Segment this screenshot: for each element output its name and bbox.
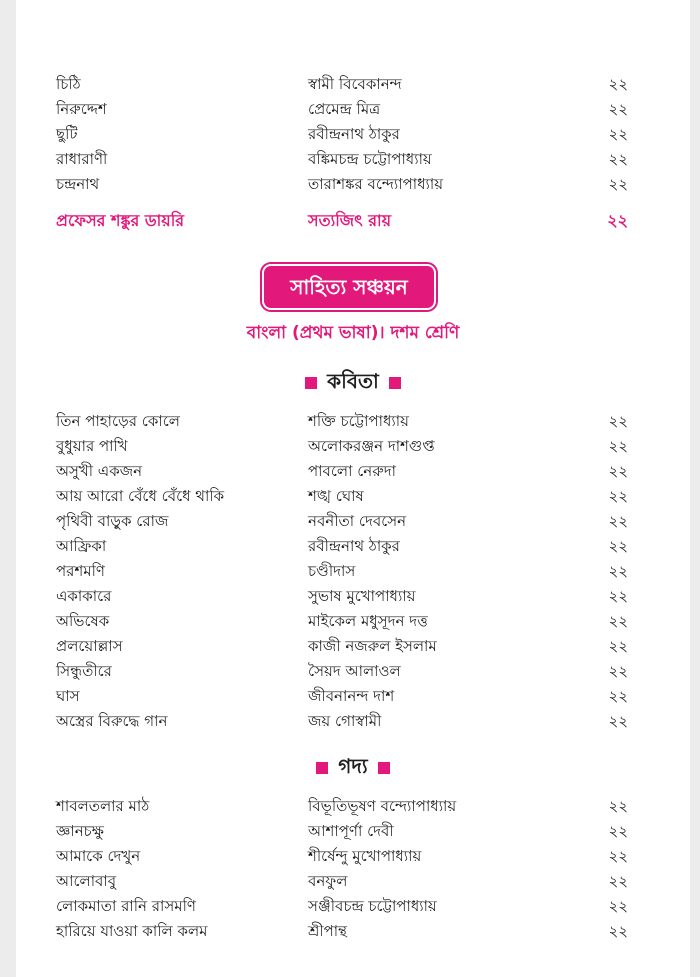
toc-page: ২২	[608, 922, 628, 940]
toc-author: কাজী নজরুল ইসলাম	[308, 637, 437, 655]
toc-title: চিঠি	[56, 75, 81, 93]
toc-row	[16, 172, 690, 197]
toc-page: ২২	[608, 712, 628, 730]
toc-page: ২২	[608, 822, 628, 840]
square-bullet-icon	[389, 377, 401, 389]
toc-page: ২২	[608, 462, 628, 480]
toc-page: ২২	[608, 897, 628, 915]
toc-author: নবনীতা দেবসেন	[308, 512, 407, 530]
toc-page: ২২	[608, 100, 628, 118]
toc-title: অস্ত্রের বিরুদ্ধে গান	[56, 712, 168, 730]
toc-author: শঙ্খ ঘোষ	[308, 487, 364, 505]
book-page	[16, 0, 690, 977]
toc-page: ২২	[608, 587, 628, 605]
toc-row	[16, 819, 690, 844]
toc-title: প্রফেসর শঙ্কুর ডায়রি	[56, 211, 185, 230]
toc-title: আমাকে দেখুন	[56, 847, 141, 865]
toc-page: ২২	[608, 562, 628, 580]
toc-title: অভিষেক	[56, 612, 110, 630]
toc-row	[16, 97, 690, 122]
toc-author: তারাশঙ্কর বন্দ্যোপাধ্যায়	[308, 175, 444, 193]
toc-page: ২২	[608, 637, 628, 655]
toc-title: প্রলয়োল্লাস	[56, 637, 123, 655]
toc-page: ২২	[608, 537, 628, 555]
toc-title: রাধারাণী	[56, 150, 108, 168]
toc-page: ২২	[608, 872, 628, 890]
toc-author: চণ্ডীদাস	[308, 562, 356, 580]
toc-author: জীবনানন্দ দাশ	[308, 687, 395, 705]
toc-row	[16, 894, 690, 919]
toc-title: তিন পাহাড়ের কোলে	[56, 412, 180, 430]
square-bullet-icon	[305, 377, 317, 389]
toc-title: পৃথিবী বাড়ুক রোজ	[56, 512, 169, 530]
toc-row-highlighted	[16, 208, 690, 233]
toc-title: পরশমণি	[56, 562, 105, 580]
toc-author: জয় গোস্বামী	[308, 712, 382, 730]
toc-page: ২২	[608, 662, 628, 680]
toc-title: একাকারে	[56, 587, 112, 605]
toc-author: রবীন্দ্রনাথ ঠাকুর	[308, 537, 400, 555]
toc-title: আফ্রিকা	[56, 537, 107, 555]
section-heading-label: কবিতা	[327, 368, 379, 393]
toc-page: ২২	[608, 612, 628, 630]
toc-row	[16, 147, 690, 172]
toc-author: শক্তি চট্টোপাধ্যায়	[308, 412, 409, 430]
toc-author: বঙ্কিমচন্দ্র চট্টোপাধ্যায়	[308, 150, 432, 168]
toc-row	[16, 869, 690, 894]
book-subtitle: বাংলা (প্রথম ভাষা)। দশম শ্রেণি	[246, 323, 460, 343]
toc-title: নিরুদ্দেশ	[56, 100, 107, 118]
toc-author: সঞ্জীবচন্দ্র চট্টোপাধ্যায়	[308, 897, 437, 915]
toc-row	[16, 434, 690, 459]
toc-title: অসুখী একজন	[56, 462, 143, 480]
toc-title: সিন্ধুতীরে	[56, 662, 112, 680]
toc-title: ছুটি	[56, 125, 78, 143]
toc-page: ২২	[608, 175, 628, 193]
toc-row	[16, 72, 690, 97]
toc-author: বনফুল	[308, 872, 348, 890]
toc-page: ২২	[608, 687, 628, 705]
book-title-banner: সাহিত্য সঞ্চয়ন	[264, 266, 434, 308]
toc-row	[16, 844, 690, 869]
toc-page: ২২	[608, 412, 628, 430]
toc-row	[16, 459, 690, 484]
toc-author: সুভাষ মুখোপাধ্যায়	[308, 587, 416, 605]
toc-author: সত্যজিৎ রায়	[308, 211, 392, 230]
toc-author: রবীন্দ্রনাথ ঠাকুর	[308, 125, 400, 143]
toc-row	[16, 919, 690, 944]
toc-author: পাবলো নেরুদা	[308, 462, 396, 480]
section-heading-prose	[16, 752, 690, 784]
toc-title: বুধুয়ার পাখি	[56, 437, 128, 455]
toc-row	[16, 509, 690, 534]
section-heading-label: গদ্য	[338, 753, 368, 778]
toc-page: ২২	[607, 211, 628, 230]
section-heading-poems	[16, 367, 690, 399]
toc-title: আয় আরো বেঁধে বেঁধে থাকি	[56, 487, 225, 505]
toc-page: ২২	[608, 797, 628, 815]
toc-author: মাইকেল মধুসূদন দত্ত	[308, 612, 428, 630]
toc-row	[16, 409, 690, 434]
square-bullet-icon	[316, 762, 328, 774]
toc-author: শীর্ষেন্দু মুখোপাধ্যায়	[308, 847, 422, 865]
toc-author: স্বামী বিবেকানন্দ	[308, 75, 402, 93]
toc-row	[16, 122, 690, 147]
square-bullet-icon	[378, 762, 390, 774]
toc-title: আলোবাবু	[56, 872, 117, 890]
toc-row	[16, 534, 690, 559]
toc-page: ২২	[608, 512, 628, 530]
toc-author: প্রেমেন্দ্র মিত্র	[308, 100, 381, 118]
toc-row	[16, 484, 690, 509]
toc-title: হারিয়ে যাওয়া কালি কলম	[56, 922, 208, 940]
toc-title: ঘাস	[56, 687, 80, 705]
toc-row	[16, 709, 690, 734]
toc-page: ২২	[608, 125, 628, 143]
toc-row	[16, 794, 690, 819]
toc-title: শাবলতলার মাঠ	[56, 797, 150, 815]
toc-author: বিভূতিভূষণ বন্দ্যোপাধ্যায়	[308, 797, 457, 815]
toc-page: ২২	[608, 437, 628, 455]
toc-page: ২২	[608, 150, 628, 168]
toc-row	[16, 634, 690, 659]
toc-author: শ্রীপান্থ	[308, 922, 347, 940]
toc-title: চন্দ্রনাথ	[56, 175, 100, 193]
toc-row	[16, 584, 690, 609]
toc-row	[16, 659, 690, 684]
toc-page: ২২	[608, 487, 628, 505]
toc-title: জ্ঞানচক্ষু	[56, 822, 104, 840]
toc-author: সৈয়দ আলাওল	[308, 662, 401, 680]
toc-row	[16, 684, 690, 709]
toc-title: লোকমাতা রানি রাসমণি	[56, 897, 196, 915]
toc-page: ২২	[608, 847, 628, 865]
toc-row	[16, 559, 690, 584]
toc-author: আশাপূর্ণা দেবী	[308, 822, 394, 840]
toc-page: ২২	[608, 75, 628, 93]
toc-row	[16, 609, 690, 634]
toc-author: অলোকরঞ্জন দাশগুপ্ত	[308, 437, 435, 455]
